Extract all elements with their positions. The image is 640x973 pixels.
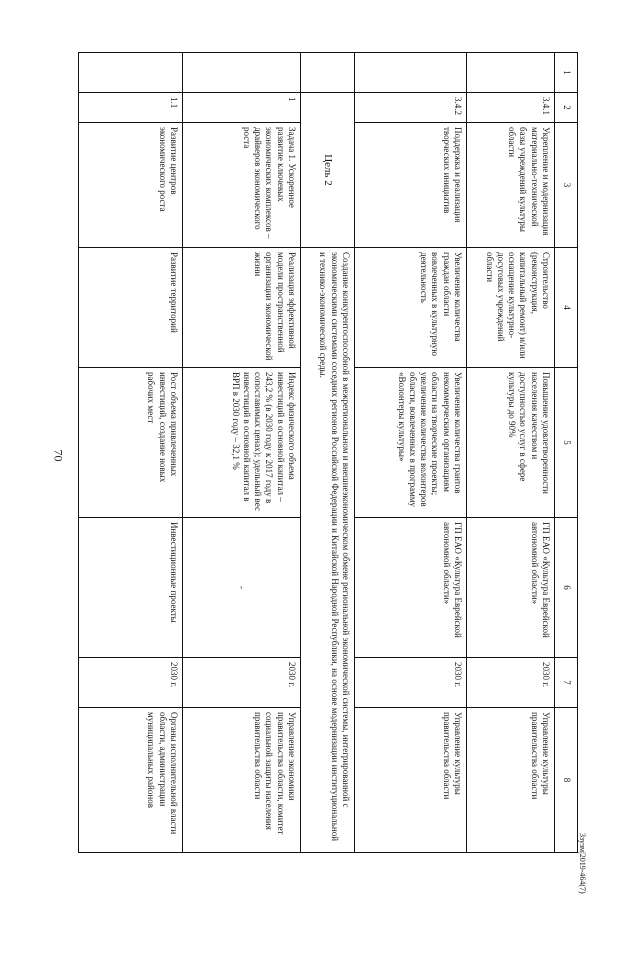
cell-c7: 2030 г. — [355, 658, 467, 708]
goal-text: Создание конкурентоспособной в межрегиональном и внешнеэкономическом обмене региональной экономической системы, интегрированной с экономическими системами соседних регионов Российской Федерации и Китайской Народной Республики, на основе модернизации институциональной и технико-экономической среды. — [301, 248, 355, 853]
cell-c7: 2030 г. — [467, 658, 555, 708]
cell-c2: 1 — [183, 93, 301, 123]
cell-c6: - — [183, 518, 301, 658]
cell-c5: Рост объема привлеченных инвестиций, создание новых рабочих мест — [79, 368, 183, 518]
table-row — [467, 53, 555, 853]
header-cell: 6 — [555, 518, 578, 658]
goal-label: Цель 2 — [301, 93, 355, 248]
cell-c8: Управление экономики правительства области, комитет социальной защиты населения правительства области — [183, 708, 301, 853]
cell-c4: Реализация эффективной модели пространственной организации экономической жизни — [183, 248, 301, 368]
cell-c8: Управление культуры правительства области — [355, 708, 467, 853]
cell-c8: Управление культуры правительства области — [467, 708, 555, 853]
header-cell: 7 — [555, 658, 578, 708]
page-number: 70 — [51, 449, 66, 462]
cell-c3: Поддержка и реализация творческих инициатив — [355, 123, 467, 248]
cell-c4: Строительство (реконструкция, капитальный ремонт) и/или оснащение культурно-досуговых учреждений области — [467, 248, 555, 368]
cell-c5: Увеличение количества грантов некоммерческим организациям области на творческие проекты; увеличение количества волонтеров области, вовлеченных в программу «Волонтеры культуры» — [355, 368, 467, 518]
header-cell: 8 — [555, 708, 578, 853]
cell-c7: 2030 г. — [79, 658, 183, 708]
rotated-table-wrapper — [78, 52, 578, 852]
cell-c6: Инвестиционные проекты — [79, 518, 183, 658]
cell-c3: Укрепление и модернизация материально-технической базы учреждений культуры области — [467, 123, 555, 248]
footer-code: 3зузм|2019-464(7) — [578, 833, 587, 894]
header-cell: 1 — [555, 53, 578, 93]
cell-c1 — [355, 53, 467, 93]
cell-c5: Индекс физического объема инвестиций в основной капитал – 243,2 % (в 2030 году к 2017 году в сопоставимых ценах); удельный вес инвестиций в основной капитал в ВРП в 2030 году – 32,1 % — [183, 368, 301, 518]
goal-row — [301, 53, 355, 853]
header-cell: 5 — [555, 368, 578, 518]
cell-c3: Задача 1. Ускоренное развитие ключевых экономических комплексов – драйверов экономического роста — [183, 123, 301, 248]
cell-c6: ГП ЕАО «Культура Еврейской автономной области» — [355, 518, 467, 658]
cell-c6: ГП ЕАО «Культура Еврейской автономной области» — [467, 518, 555, 658]
header-row — [555, 53, 578, 853]
header-cell: 3 — [555, 123, 578, 248]
cell-c1 — [79, 53, 183, 93]
cell-c4: Увеличение количества граждан области вовлеченных в культурную деятельность — [355, 248, 467, 368]
cell-c5: Повышение удовлетворенности населения качеством и доступностью услуг в сфере культуры до 90% — [467, 368, 555, 518]
cell-c1 — [183, 53, 301, 93]
cell-c2: 3.4.1 — [467, 93, 555, 123]
header-cell: 2 — [555, 93, 578, 123]
cell-c1 — [467, 53, 555, 93]
table-row — [79, 53, 183, 853]
cell-c2: 1.1 — [79, 93, 183, 123]
cell-c7: 2030 г. — [183, 658, 301, 708]
header-cell: 4 — [555, 248, 578, 368]
plan-table — [78, 52, 578, 853]
goal-empty — [301, 53, 355, 93]
cell-c4: Развитие территорий — [79, 248, 183, 368]
table-row — [183, 53, 301, 853]
table-row — [355, 53, 467, 853]
cell-c3: Развитие центров экономического роста — [79, 123, 183, 248]
cell-c2: 3.4.2 — [355, 93, 467, 123]
cell-c8: Органы исполнительной власти области, администрации муниципальных районов — [79, 708, 183, 853]
